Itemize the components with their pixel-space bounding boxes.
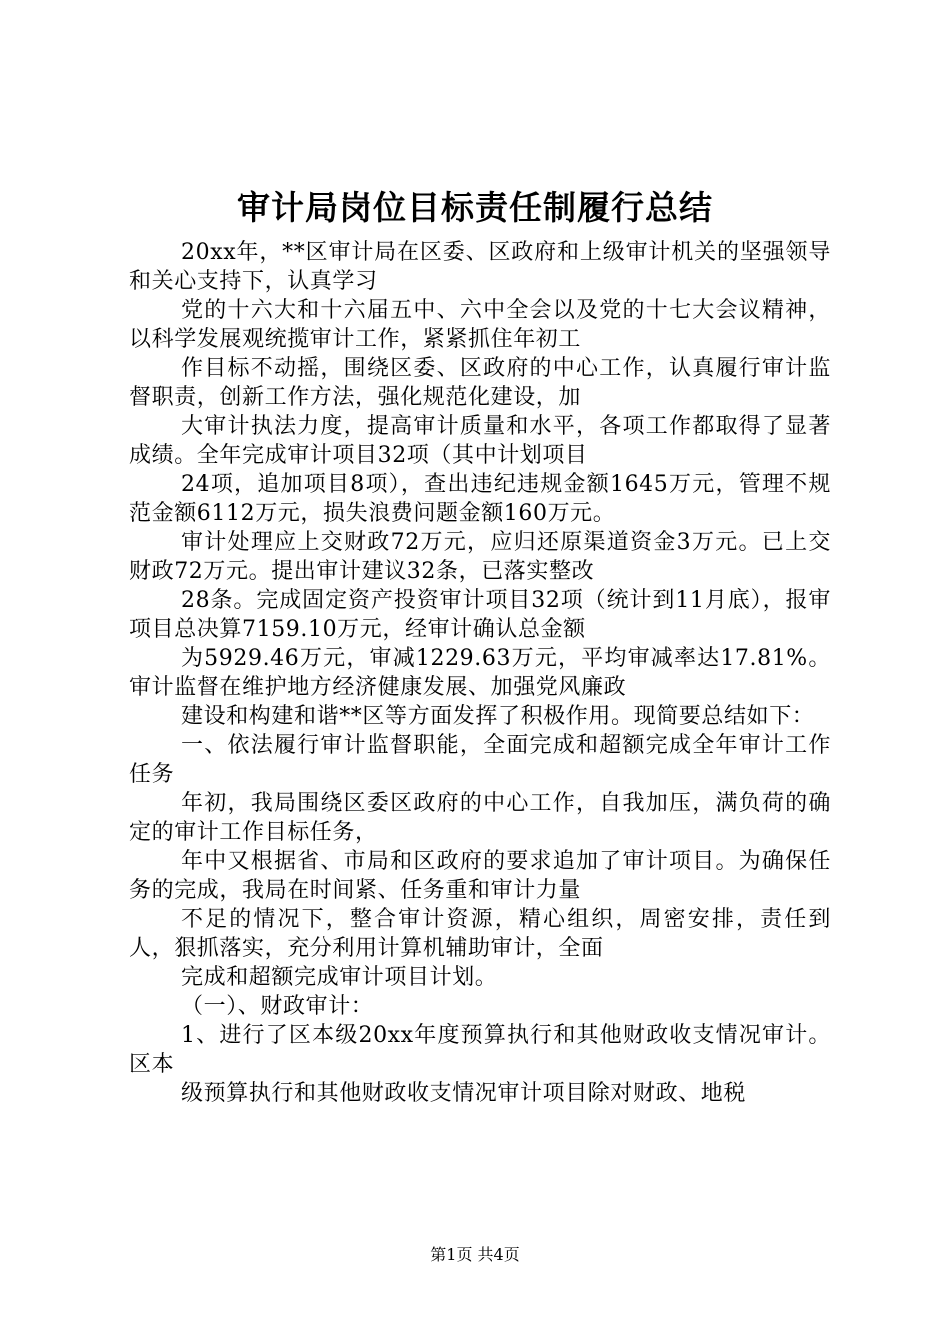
paragraph: 大审计执法力度，提高审计质量和水平，各项工作都取得了显著成绩。全年完成审计项目32项（其中计划项目 [129, 414, 831, 468]
paragraph: 20xx年，**区审计局在区委、区政府和上级审计机关的坚强领导和关心支持下，认真学习 [129, 240, 831, 294]
document-body [129, 238, 831, 1108]
document-title: 审计局岗位目标责任制履行总结 [237, 188, 713, 227]
paragraph: 不足的情况下，整合审计资源，精心组织，周密安排，责任到人，狠抓落实，充分利用计算机辅助审计，全面 [129, 907, 831, 961]
paragraph: 年中又根据省、市局和区政府的要求追加了审计项目。为确保任务的完成，我局在时间紧、任务重和审计力量 [129, 849, 831, 903]
paragraph: 1、进行了区本级20xx年度预算执行和其他财政收支情况审计。区本 [129, 1023, 831, 1077]
paragraph: 年初，我局围绕区委区政府的中心工作，自我加压，满负荷的确定的审计工作目标任务， [129, 791, 831, 845]
paragraph: 级预算执行和其他财政收支情况审计项目除对财政、地税 [181, 1081, 747, 1106]
paragraph: 建设和构建和谐**区等方面发挥了积极作用。现简要总结如下： [181, 704, 815, 729]
paragraph: 作目标不动摇，围绕区委、区政府的中心工作，认真履行审计监督职责，创新工作方法，强化规范化建设，加 [129, 356, 831, 410]
paragraph: 28条。完成固定资产投资审计项目32项（统计到11月底），报审项目总决算7159.10万元，经审计确认总金额 [129, 588, 831, 642]
subsection-heading: （一）、财政审计： [181, 994, 374, 1019]
paragraph: 党的十六大和十六届五中、六中全会以及党的十七大会议精神，以科学发展观统揽审计工作，紧紧抓住年初工 [129, 298, 831, 352]
page-footer: 第1页 共4页 [430, 1245, 520, 1264]
section-heading: 一、依法履行审计监督职能，全面完成和超额完成全年审计工作任务 [129, 733, 831, 787]
paragraph: 完成和超额完成审计项目计划。 [181, 965, 498, 990]
paragraph: 24项，追加项目8项），查出违纪违规金额1645万元，管理不规范金额6112万元，损失浪费问题金额160万元。 [129, 472, 831, 526]
paragraph: 为5929.46万元，审减1229.63万元，平均审减率达17.81%。审计监督在维护地方经济健康发展、加强党风廉政 [129, 646, 831, 700]
paragraph: 审计处理应上交财政72万元，应归还原渠道资金3万元。已上交财政72万元。提出审计建议32条，已落实整改 [129, 530, 831, 584]
